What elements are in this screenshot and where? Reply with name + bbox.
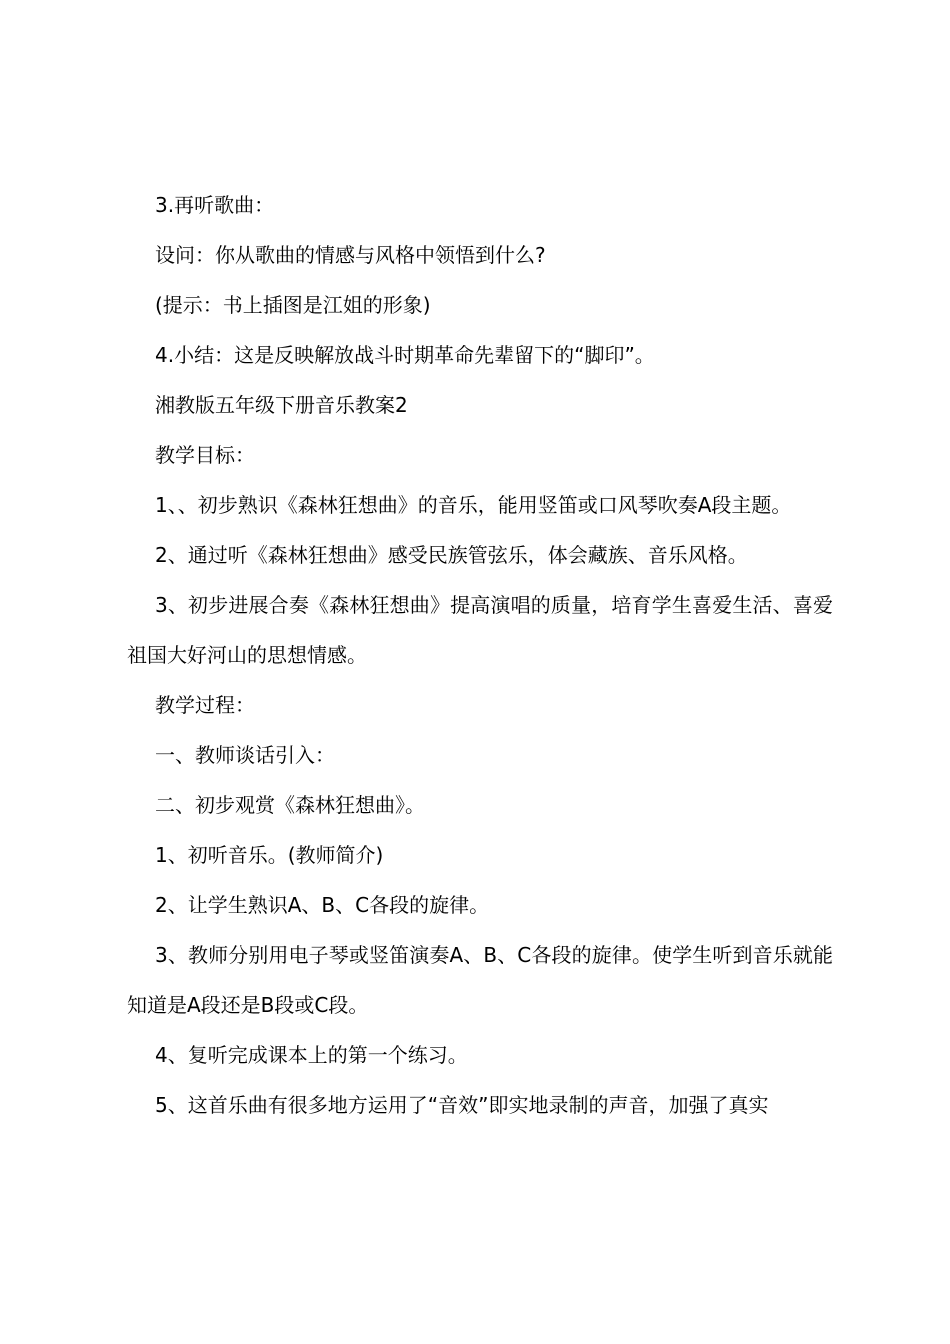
process-substep-5: 5、这首乐曲有很多地方运用了“音效”即实地录制的声音，加强了真实: [155, 1093, 769, 1117]
paragraph-question: 设问：你从歌曲的情感与风格中领悟到什么?: [155, 243, 546, 267]
heading-teaching-process: 教学过程：: [155, 693, 255, 717]
section-title-lesson-2: 湘教版五年级下册音乐教案2: [155, 393, 408, 417]
paragraph-hint: (提示：书上插图是江姐的形象): [155, 293, 431, 317]
goal-item-3: 3、初步进展合奏《森林狂想曲》提高演唱的质量，培育学生喜爱生活、喜爱祖国大好河山的思想情感。: [127, 593, 833, 667]
paragraph-relisten-song: 3.再听歌曲：: [155, 193, 275, 217]
process-substep-4: 4、复听完成课本上的第一个练习。: [155, 1043, 468, 1067]
heading-teaching-goals: 教学目标：: [155, 443, 255, 467]
process-substep-2: 2、让学生熟识A、B、C各段的旋律。: [155, 893, 490, 917]
paragraph-summary: 4.小结：这是反映解放战斗时期革命先辈留下的“脚印”。: [155, 343, 655, 367]
goal-item-2: 2、通过听《森林狂想曲》感受民族管弦乐，体会藏族、音乐风格。: [155, 543, 748, 567]
process-substep-1: 1、初听音乐。(教师简介): [155, 843, 384, 867]
process-step-intro: 一、教师谈话引入：: [155, 743, 335, 767]
goal-item-1: 1、、初步熟识《森林狂想曲》的音乐，能用竖笛或口风琴吹奏A段主题。: [155, 493, 792, 517]
document-body: [127, 180, 833, 1130]
process-step-appreciation: 二、初步观赏《森林狂想曲》。: [155, 793, 425, 817]
process-substep-3: 3、教师分别用电子琴或竖笛演奏A、B、C各段的旋律。使学生听到音乐就能知道是A段还是B段或C段。: [127, 943, 833, 1017]
